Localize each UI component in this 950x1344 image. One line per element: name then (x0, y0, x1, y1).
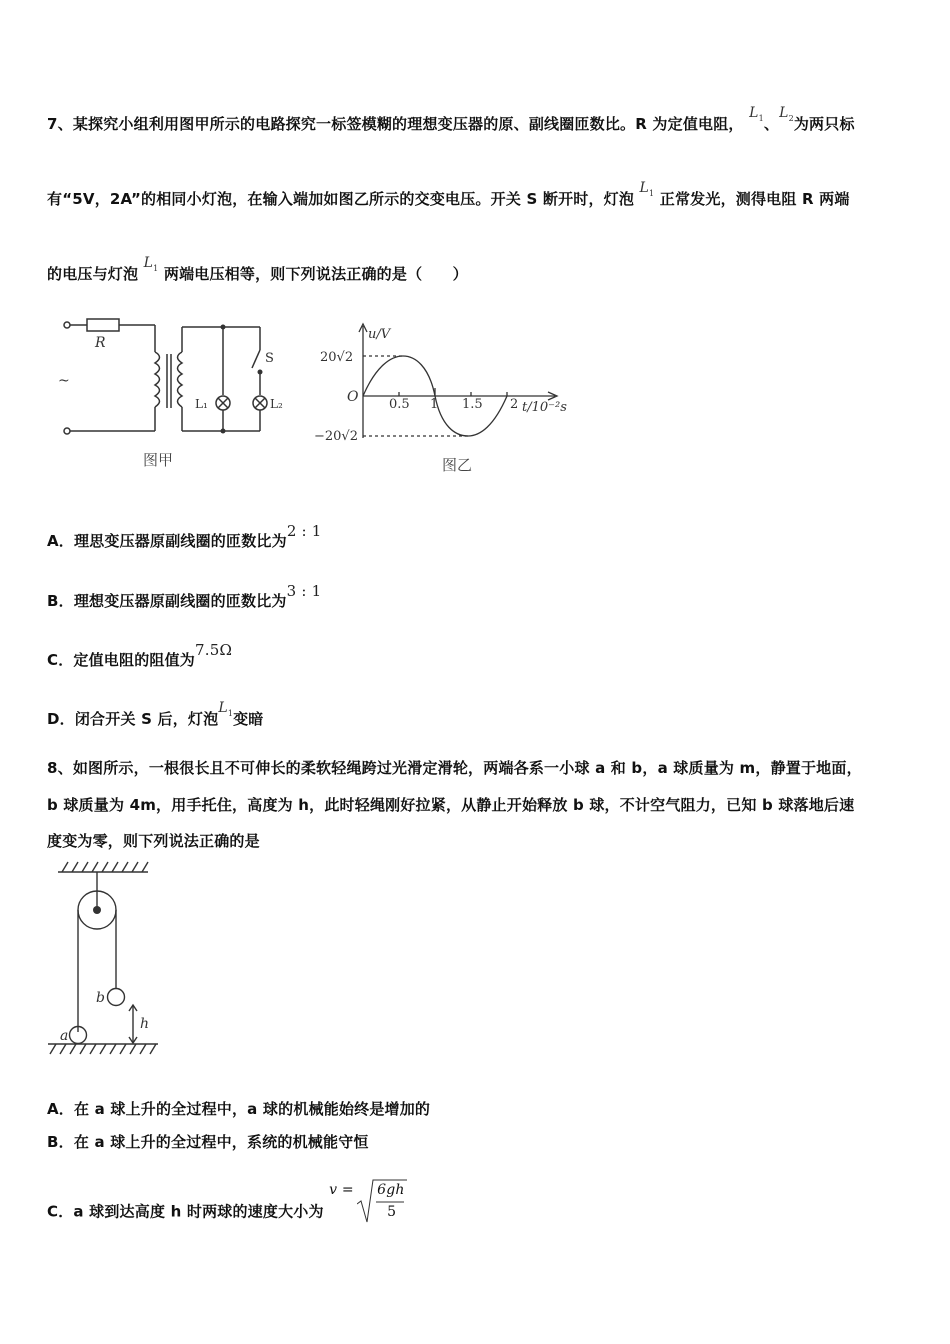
q8-option-a[interactable]: A．在 a 球上升的全过程中，a 球的机械能始终是增加的 (47, 1100, 431, 1118)
q7-option-d[interactable] (47, 700, 264, 730)
l1-symbol: $L_1$ (218, 700, 234, 718)
ceiling-hatch (62, 862, 148, 872)
pulley-figure (40, 860, 165, 1065)
q7-option-a[interactable] (47, 522, 322, 551)
ac-source-symbol: ~ (58, 373, 70, 389)
l1-symbol: $L_1$ (639, 180, 655, 198)
secondary-coil (178, 352, 183, 407)
ball-b (108, 989, 125, 1006)
option-b-text: B．理想变压器原副线圈的匝数比为 (47, 592, 287, 610)
q7-line1-end: 为两只标 (793, 115, 855, 133)
q7-line-2 (47, 180, 850, 210)
q8-option-b[interactable]: B．在 a 球上升的全过程中，系统的机械能守恒 (47, 1133, 369, 1151)
caption-yi: 图乙 (442, 456, 473, 474)
option-d-text-b: 变暗 (233, 710, 264, 728)
option-a-text: A．理思变压器原副线圈的匝数比为 (47, 532, 287, 550)
ground-hatch (50, 1044, 156, 1054)
l1-symbol: $L_1$ (143, 255, 159, 273)
tick-label-0.5: 0.5 (389, 397, 410, 412)
label-h: h (140, 1016, 150, 1032)
label-R: R (95, 335, 106, 351)
y-min-label: −20√2 (314, 429, 358, 444)
tick-label-1: 1 (430, 397, 439, 412)
tick-label-2: 2 (510, 397, 519, 412)
switch-S (252, 350, 260, 368)
l2-symbol: $L_2$ (779, 105, 794, 123)
x-axis-label: t/10⁻²s (522, 400, 567, 415)
origin-label: O (347, 389, 359, 405)
y-max-label: 20√2 (320, 350, 354, 365)
input-terminal-top (64, 322, 70, 328)
label-a: a (60, 1028, 69, 1044)
label-L2: L₂ (270, 397, 283, 411)
q7-option-c[interactable] (47, 641, 233, 670)
q8-line-1: 8、如图所示，一根很长且不可伸长的柔软轻绳跨过光滑定滑轮，两端各系一小球 a 和 b，a 球质量为 m，静置于地面， (47, 759, 862, 777)
q8-line-2: b 球质量为 4m，用手托住，高度为 h，此时轻绳刚好拉紧，从静止开始释放 b 球，不计空气阻力，已知 b 球落地后速 (47, 796, 855, 814)
q7-line-1 (47, 105, 855, 135)
velocity-formula (329, 1178, 409, 1226)
caption-jia: 图甲 (143, 451, 174, 469)
option-a-math: 2 : 1 (286, 522, 322, 540)
q7-separator: 、 (763, 115, 780, 133)
l1-symbol: $L_1$ (749, 105, 764, 123)
q7-option-b[interactable] (47, 582, 322, 611)
formula-numerator: 6gh (377, 1182, 405, 1198)
label-S: S (265, 351, 274, 366)
primary-coil (155, 352, 160, 407)
q7-line1-text: 7、某探究小组利用图甲所示的电路探究一标签模糊的理想变压器的原、副线圈匝数比。R 为定值电阻， (47, 115, 744, 133)
figure-yi-graph (310, 318, 600, 478)
input-terminal-bottom (64, 428, 70, 434)
option-c-text: C．定值电阻的阻值为 (47, 651, 196, 669)
figure-jia-circuit (45, 310, 305, 475)
q7-line3-a: 的电压与灯泡 (47, 265, 139, 283)
label-L1: L₁ (195, 397, 208, 411)
y-axis-label: u/V (368, 327, 391, 342)
formula-denominator: 5 (387, 1204, 397, 1220)
option-b-math: 3 : 1 (286, 582, 322, 600)
label-b: b (96, 990, 105, 1006)
q7-line3-b: 两端电压相等，则下列说法正确的是（ ） (163, 265, 468, 283)
q7-line2-b: 正常发光，测得电阻 R 两端 (659, 190, 850, 208)
tick-label-1.5: 1.5 (462, 397, 483, 412)
option-c-math: 7.5Ω (195, 641, 233, 659)
q8-line-3: 度变为零，则下列说法正确的是 (47, 832, 260, 850)
q7-line2-a: 有“5V，2A”的相同小灯泡，在输入端加如图乙所示的交变电压。开关 S 断开时，灯泡 (47, 190, 635, 208)
q8-option-c-text: C．a 球到达高度 h 时两球的速度大小为 (47, 1202, 324, 1221)
q8-option-c[interactable] (47, 1182, 409, 1236)
formula-lhs: v = (329, 1182, 354, 1198)
q7-line-3 (47, 255, 468, 285)
resistor-R (87, 319, 119, 331)
option-d-text-a: D．闭合开关 S 后，灯泡 (47, 710, 219, 728)
